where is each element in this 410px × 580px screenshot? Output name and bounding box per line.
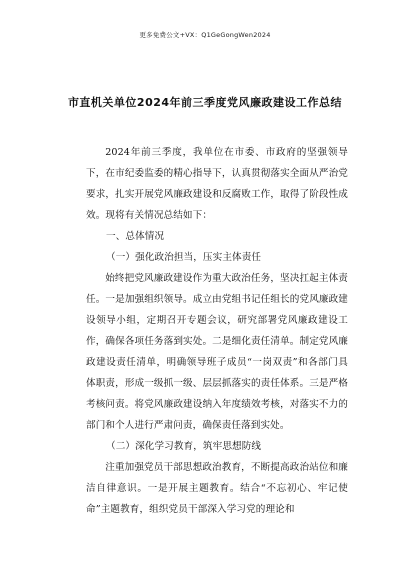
subsection-2-paragraph: 注重加强党员干部思想政治教育，不断提高政治站位和廉洁自律意识。一是开展主题教育。结合“不忘初心、牢记使命”主题教育，组织党员干部深入学习党的理论和 xyxy=(86,462,348,515)
subsection-1-paragraph: 始终把党风廉政建设作为重大政治任务，坚决扛起主体责任。一是加强组织领导。成立由党组书记任组长的党风廉政建设领导小组，定期召开专题会议，研究部署党风廉政建设工作，确保各项任务落到实处。二是细化责任清单。制定党风廉政建设责任清单，明确领导班子成员“一岗双责”和各部门具体职责，形成一级抓一级、层层抓落实的责任体系。三是严格考核问责。将党风廉政建设纳入年度绩效考核，对落实不力的部门和个人进行严肃问责，确保责任落到实处。 xyxy=(86,273,348,431)
subsection-heading-1: （一）强化政治担当，压实主体责任 xyxy=(106,252,262,263)
section-heading-overview: 一、总体情况 xyxy=(106,231,165,242)
document-title: 市直机关单位2024年前三季度党风廉政建设工作总结 xyxy=(67,96,343,109)
header-note: 更多免费公文+VX：Q1GeGongWen2024 xyxy=(139,31,271,39)
subsection-heading-2: （二）深化学习教育，筑牢思想防线 xyxy=(106,441,262,452)
intro-paragraph: 2024年前三季度，我单位在市委、市政府的坚强领导下，在市纪委监委的精心指导下，认真贯彻落实全面从严治党要求，扎实开展党风廉政建设和反腐败工作，取得了阶段性成效。现将有关情况总结如下： xyxy=(86,147,348,221)
document-body xyxy=(86,142,348,520)
